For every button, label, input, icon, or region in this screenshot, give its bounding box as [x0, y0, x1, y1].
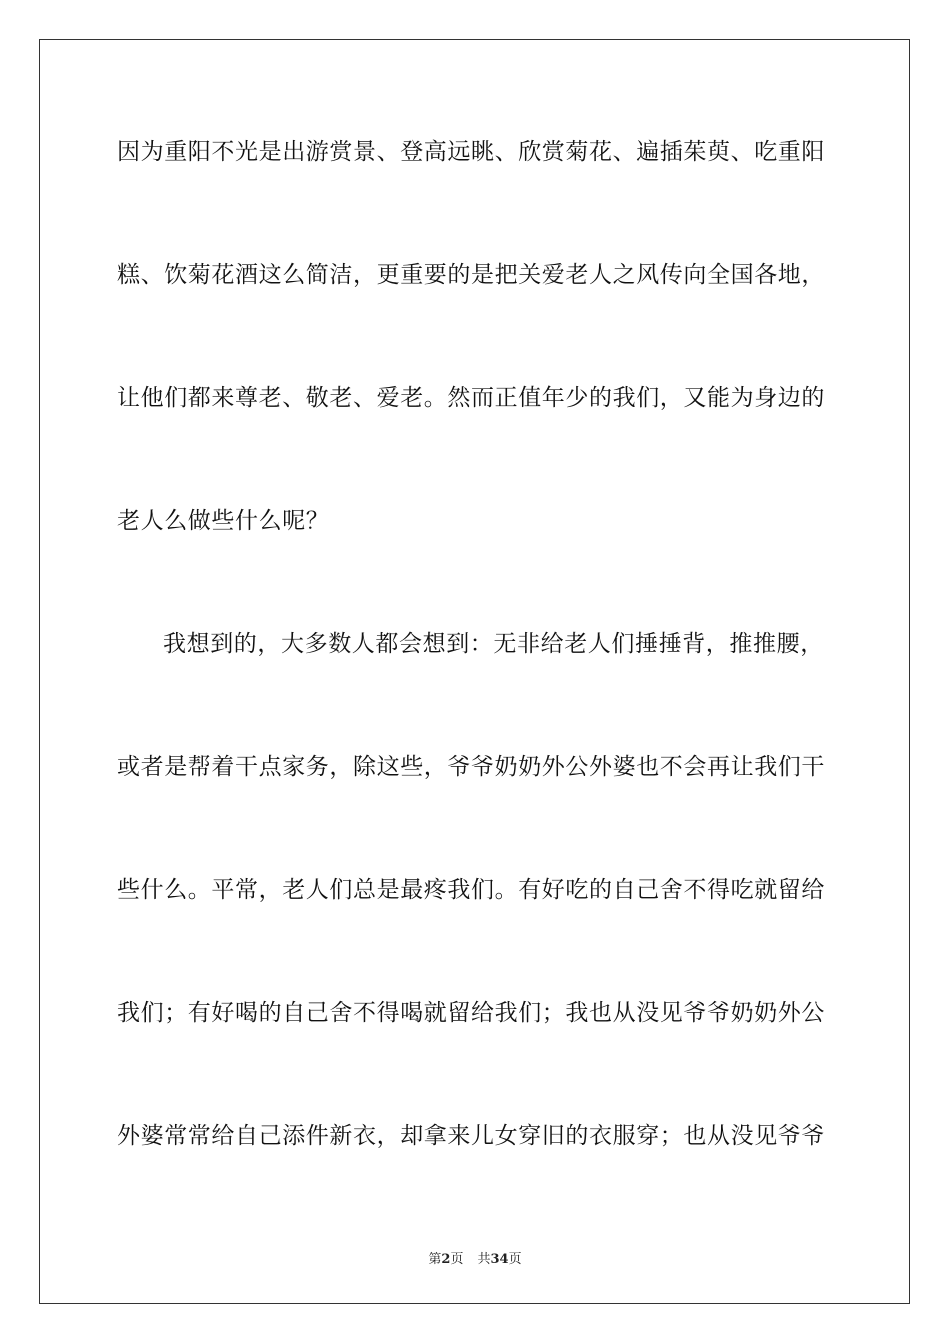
text-line-4: 老人么做些什么呢？ — [117, 508, 330, 534]
text-line-5-paragraph-start: 我想到的，大多数人都会想到：无非给老人们捶捶背，推推腰， — [163, 631, 824, 657]
text-line-8: 我们；有好喝的自己舍不得喝就留给我们；我也从没见爷爷奶奶外公 — [117, 1000, 825, 1026]
text-line-9: 外婆常常给自己添件新衣，却拿来儿女穿旧的衣服穿；也从没见爷爷 — [117, 1123, 825, 1149]
page-footer — [0, 1248, 950, 1267]
current-page-number: 2 — [441, 1252, 451, 1267]
total-pages-number: 34 — [490, 1252, 509, 1267]
page-prefix: 第 — [428, 1252, 442, 1267]
text-line-1: 因为重阳不光是出游赏景、登高远眺、欣赏菊花、遍插茱萸、吃重阳 — [117, 139, 825, 165]
text-line-7: 些什么。平常，老人们总是最疼我们。有好吃的自己舍不得吃就留给 — [117, 877, 825, 903]
text-line-2: 糕、饮菊花酒这么简洁，更重要的是把关爱老人之风传向全国各地， — [117, 262, 825, 288]
text-line-3: 让他们都来尊老、敬老、爱老。然而正值年少的我们，又能为身边的 — [117, 385, 825, 411]
total-prefix: 共 — [477, 1252, 491, 1267]
total-suffix: 页 — [508, 1252, 522, 1267]
page-suffix: 页 — [450, 1252, 464, 1267]
text-line-6: 或者是帮着干点家务，除这些，爷爷奶奶外公外婆也不会再让我们干 — [117, 754, 825, 780]
document-body — [117, 122, 837, 1229]
